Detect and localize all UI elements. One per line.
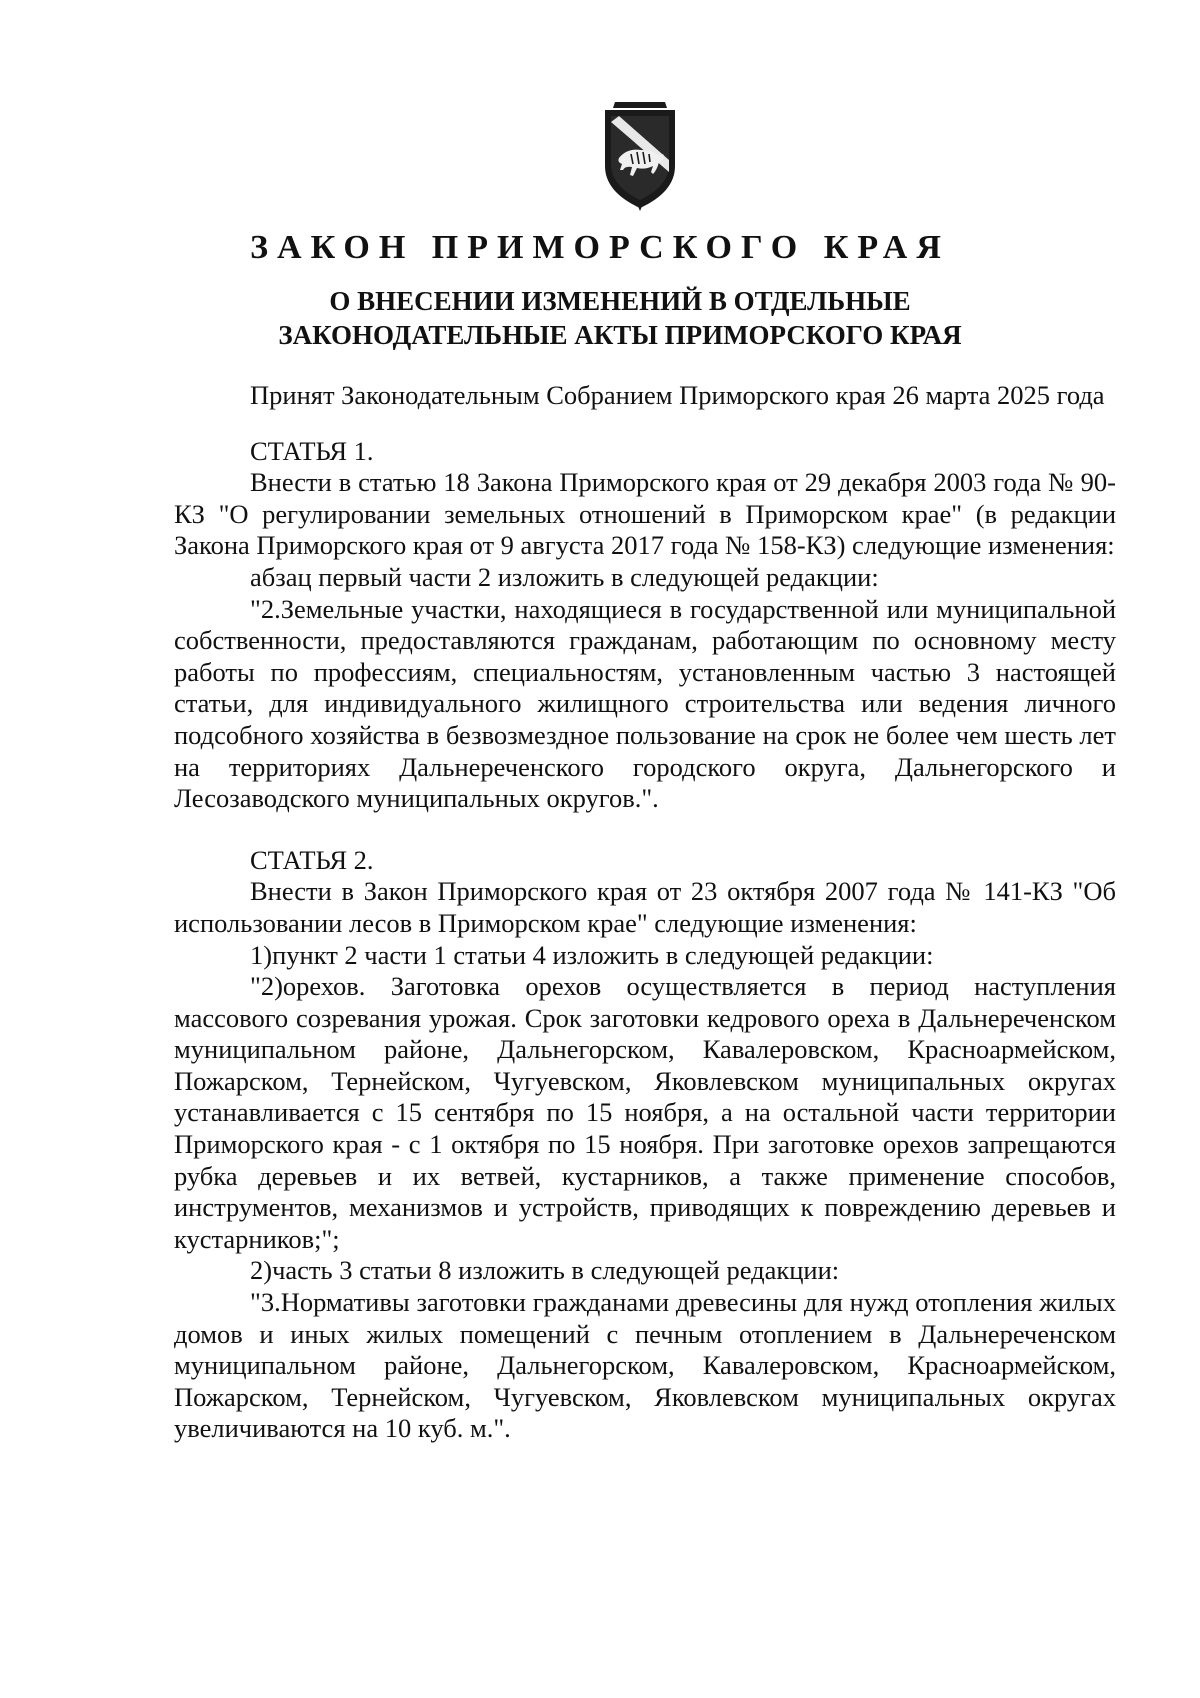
adoption-statement: Принят Законодательным Собранием Приморского края 26 марта 2025 года: [250, 380, 1105, 410]
article-1-paragraph-2: абзац первый части 2 изложить в следующей редакции:: [250, 561, 879, 592]
article-2-paragraph-1: Внести в Закон Приморского края от 23 октября 2007 года № 141-КЗ "Об использовании лесов в Приморском крае" следующие изменения:: [174, 876, 1116, 938]
article-1-paragraph-1: Внести в статью 18 Закона Приморского края от 29 декабря 2003 года № 90-КЗ "О регулировании земельных отношений в Приморском крае" (в редакции Закона Приморского края от 9 августа 2017 года № 158-КЗ) следующие изменения:: [174, 467, 1116, 561]
article-1-heading: СТАТЬЯ 1.: [250, 435, 374, 466]
article-2-paragraph-4: 2)часть 3 статьи 8 изложить в следующей редакции:: [250, 1255, 840, 1286]
spacer: [174, 815, 1116, 845]
law-subtitle-line-1: О ВНЕСЕНИИ ИЗМЕНЕНИЙ В ОТДЕЛЬНЫЕ: [329, 286, 911, 316]
article-1-paragraph-3: "2.Земельные участки, находящиеся в государственной или муниципальной собственности, предоставляются гражданам, работающим по основному месту работы по профессиям, специальностям, установленным частью 3 настоящей статьи, для индивидуального жилищного строительства или ведения личного подсобного хозяйства в безвозмездное пользование на срок не более чем шесть лет на территориях Дальнереченского городского округа, Дальнегорского и Лесозаводского муниципальных округов.".: [174, 593, 1116, 814]
law-body: [174, 380, 1116, 1445]
article-2-paragraph-2: 1)пункт 2 части 1 статьи 4 изложить в следующей редакции:: [250, 939, 934, 970]
law-title: ЗАКОН ПРИМОРСКОГО КРАЯ: [250, 229, 950, 266]
law-subtitle: [160, 284, 1080, 352]
coat-of-arms-tiger-icon: [597, 100, 683, 212]
article-2-heading: СТАТЬЯ 2.: [250, 844, 374, 875]
spacer: [174, 412, 1116, 436]
article-2-paragraph-5: "3.Нормативы заготовки гражданами древесины для нужд отопления жилых домов и иных жилых помещений с печным отоплением в Дальнереченском муниципальном районе, Дальнегорском, Кавалеровском, Красноармейском, Пожарском, Тернейском, Чугуевском, Яковлевском муниципальных округах увеличиваются на 10 куб. м.".: [174, 1287, 1116, 1444]
article-2-paragraph-3: "2)орехов. Заготовка орехов осуществляется в период наступления массового созревания урожая. Срок заготовки кедрового ореха в Дальнереченском муниципальном районе, Дальнегорском, Кавалеровском, Красноармейском, Пожарском, Тернейском, Чугуевском, Яковлевском муниципальных округах устанавливается с 15 сентября по 15 ноября, а на остальной части территории Приморского края - с 1 октября по 15 ноября. При заготовке орехов запрещаются рубка деревьев и их ветвей, кустарников, а также применение способов, инструментов, механизмов и устройств, приводящих к повреждению деревьев и кустарников;";: [174, 971, 1116, 1254]
law-subtitle-line-2: ЗАКОНОДАТЕЛЬНЫЕ АКТЫ ПРИМОРСКОГО КРАЯ: [278, 320, 962, 350]
